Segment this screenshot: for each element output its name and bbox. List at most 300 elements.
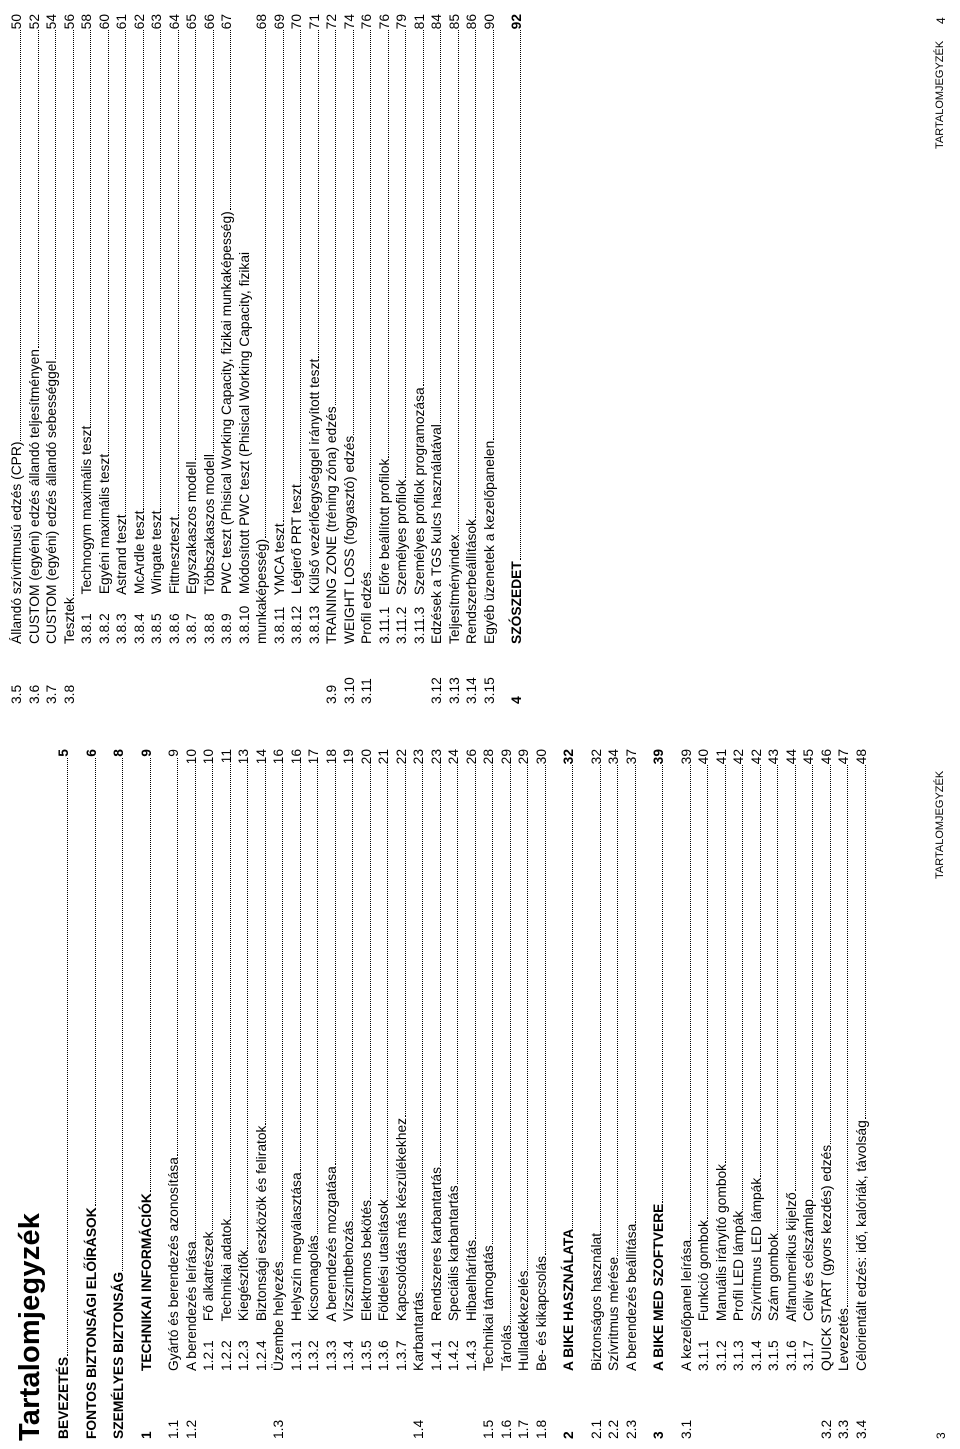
toc-entry-page: 60: [96, 14, 112, 30]
toc-entry[interactable]: [765, 749, 783, 1439]
dot-leader: [423, 30, 424, 386]
toc-entry[interactable]: [306, 14, 324, 704]
toc-entry-title: 1.3.5 Elektromos bekötés: [358, 1199, 374, 1371]
toc-entry[interactable]: [783, 749, 801, 1439]
toc-entry[interactable]: [110, 749, 128, 1439]
toc-entry[interactable]: [253, 749, 271, 1439]
dot-leader: [520, 30, 521, 560]
toc-entry[interactable]: [588, 749, 606, 1439]
toc-entry-page: 86: [464, 14, 479, 30]
toc-entry-number: 3.13: [446, 677, 462, 704]
toc-entry[interactable]: [235, 749, 253, 1439]
toc-right-column: [8, 14, 526, 704]
toc-entry-number: 1.8: [533, 1419, 549, 1439]
dot-leader: [865, 765, 866, 1119]
toc-entry[interactable]: [113, 14, 131, 704]
toc-entry-title: 3.8.8 Többszakaszos modell: [201, 454, 217, 644]
toc-entry-page: 42: [731, 749, 746, 765]
toc-entry[interactable]: [445, 749, 463, 1439]
dot-leader: [352, 765, 353, 1219]
toc-entry-title: TRAINING ZONE (tréning zóna) edzés: [324, 406, 339, 644]
toc-entry-page: 10: [183, 749, 199, 765]
toc-entry-page: 62: [131, 14, 147, 30]
toc-entry-page: 39: [678, 749, 694, 765]
toc-entry-number: 1: [138, 1431, 154, 1439]
dot-leader: [20, 30, 21, 440]
toc-entry-page: 24: [446, 749, 461, 765]
toc-entry[interactable]: [410, 749, 428, 1439]
toc-entry-page: 26: [463, 749, 479, 765]
dot-leader: [725, 765, 726, 1163]
toc-entry-number: 3.3: [836, 1419, 851, 1439]
toc-entry-number: 3.4: [853, 1419, 869, 1439]
dot-leader: [387, 765, 388, 1198]
toc-entry-title: Tárolás: [498, 1324, 514, 1371]
toc-entry-page: 19: [341, 749, 356, 765]
toc-entry-page: 67: [219, 14, 234, 30]
dot-leader: [812, 765, 813, 1198]
toc-entry-title: 3.1.2 Manuális irányító gombok: [713, 1163, 729, 1371]
toc-entry-title: 3.11.3 Személyes profilok programozása: [411, 387, 427, 644]
toc-entry-page: 74: [341, 14, 357, 30]
toc-entry[interactable]: [498, 749, 516, 1439]
toc-entry-page: 58: [79, 14, 94, 30]
toc-entry[interactable]: [428, 749, 446, 1439]
toc-entry-title: 3.1.6 Alfanumerikus kijelző: [783, 1192, 799, 1371]
toc-entry-number: 3.15: [481, 677, 497, 704]
dot-leader: [335, 765, 336, 1165]
toc-entry-title: 3.8.2 Egyéni maximális teszt: [96, 453, 112, 644]
dot-leader: [318, 30, 319, 357]
footer-right-page-number: 4: [934, 17, 948, 24]
toc-entry-title: Karbantartás: [411, 1292, 426, 1371]
toc-entry-page: 64: [166, 14, 182, 30]
toc-entry[interactable]: [305, 749, 323, 1439]
toc-entry-number: 3.11: [359, 678, 374, 704]
toc-entry-page: 76: [376, 14, 392, 30]
toc-entry-page: 30: [533, 749, 549, 765]
toc-entry-number: 1.1: [166, 1419, 181, 1439]
toc-entry[interactable]: [183, 14, 201, 704]
toc-entry-page: 32: [588, 749, 604, 765]
toc-entry-page: 39: [651, 749, 666, 765]
toc-entry[interactable]: [236, 14, 254, 704]
dot-leader: [492, 765, 493, 1244]
toc-entry-page: 20: [358, 749, 374, 765]
toc-entry[interactable]: [201, 14, 219, 704]
toc-entry-page: 72: [324, 14, 339, 30]
toc-entry-title: 1.3.7 Kapcsolódás más készülékekhez: [393, 1117, 409, 1371]
toc-entry-page: 23: [411, 749, 426, 765]
dot-leader: [742, 765, 743, 1209]
dot-leader: [95, 758, 96, 1207]
toc-entry-title: CUSTOM (egyéni) edzés állandó sebességgel: [44, 360, 59, 644]
toc-entry[interactable]: [43, 14, 61, 704]
toc-entry-page: 8: [111, 749, 126, 757]
toc-entry-page: 11: [218, 749, 234, 764]
toc-entry-title: munkaképesség): [254, 538, 269, 644]
dot-leader: [572, 765, 573, 1227]
dot-leader: [440, 765, 441, 1166]
toc-entry[interactable]: [288, 749, 306, 1439]
toc-entry-title: 3.8.4 McArdle teszt: [131, 510, 147, 644]
toc-entry-number: 3.6: [26, 684, 42, 704]
dot-leader: [600, 765, 601, 1232]
toc-entry-title: Tesztek: [61, 597, 77, 644]
toc-entry[interactable]: [393, 14, 411, 704]
toc-entry-number: 1.6: [498, 1419, 514, 1439]
dot-leader: [458, 30, 459, 533]
toc-entry-title: 3.8.11 YMCA teszt: [271, 523, 287, 644]
toc-entry[interactable]: [678, 749, 696, 1439]
dot-leader: [125, 30, 126, 513]
toc-entry-number: 3.8: [61, 684, 77, 704]
toc-entry-title: CUSTOM (egyéni) edzés állandó teljesítményen: [26, 349, 42, 644]
toc-entry[interactable]: [138, 749, 156, 1439]
dot-leader: [830, 765, 831, 1143]
toc-entry-page: 71: [306, 14, 322, 30]
toc-entry-page: 23: [428, 749, 444, 765]
dot-leader: [635, 765, 636, 1222]
toc-entry[interactable]: [323, 14, 341, 704]
toc-entry-number: 3.2: [818, 1419, 834, 1439]
toc-entry[interactable]: [131, 14, 149, 704]
toc-entry-title: 3.8.9 PWC teszt (Phisical Working Capacity, fizikai munkaképesség): [219, 211, 234, 644]
toc-entry-page: 90: [481, 14, 497, 30]
toc-entry-title: Üzembe helyezés: [271, 1261, 286, 1371]
toc-entry-number: 3.1: [678, 1419, 694, 1439]
dot-leader: [707, 765, 708, 1219]
toc-entry[interactable]: [183, 749, 201, 1439]
dot-leader: [108, 30, 109, 452]
toc-entry-page: 41: [713, 749, 729, 765]
toc-entry[interactable]: [533, 749, 551, 1439]
toc-entry-page: 14: [253, 749, 269, 765]
toc-entry-page: 9: [138, 749, 154, 757]
dot-leader: [777, 765, 778, 1232]
toc-entry-title: QUICK START (gyors kezdés) edzés: [818, 1144, 834, 1371]
toc-entry-page: 61: [114, 14, 129, 30]
toc-entry-title: Biztonságos használat: [588, 1232, 604, 1371]
toc-entry[interactable]: [340, 749, 358, 1439]
toc-entry-number: 3.12: [429, 677, 444, 704]
toc-entry-page: 65: [184, 14, 199, 30]
toc-entry-title: A BIKE MED SZOFTVERE: [651, 1203, 666, 1371]
page-title: Tartalomjegyzék: [14, 1212, 46, 1441]
toc-entry[interactable]: [818, 749, 836, 1439]
toc-entry-page: 70: [289, 14, 304, 30]
toc-entry-title: 1.4.1 Rendszeres karbantartás: [428, 1167, 444, 1371]
toc-entry[interactable]: [376, 14, 394, 704]
footer-left-page-number: 3: [934, 1432, 948, 1439]
toc-entry-number: 3.14: [464, 677, 479, 704]
toc-entry-number: 2.1: [588, 1419, 604, 1439]
toc-entry-title: Szívritmus mérése: [606, 1256, 621, 1371]
toc-entry[interactable]: [78, 14, 96, 704]
toc-entry-title: TECHNIKAI INFORMÁCIÓK: [138, 1193, 154, 1371]
dot-leader: [160, 30, 161, 509]
toc-entry[interactable]: [83, 749, 101, 1439]
toc-entry[interactable]: [271, 14, 289, 704]
toc-entry-page: 5: [56, 749, 71, 757]
toc-entry-title: 3.8.12 Légierő PRT teszt: [289, 484, 304, 644]
toc-entry-title: Profil edzés: [359, 571, 374, 644]
toc-entry-title: 1.3.4 Vízszintbehozás: [341, 1220, 356, 1371]
toc-entry[interactable]: [515, 749, 533, 1439]
toc-entry-title: Be- és kikapcsolás: [533, 1255, 549, 1371]
toc-entry-title: Gyártó és berendezés azonosítása: [166, 1157, 181, 1371]
dot-leader: [370, 765, 371, 1199]
toc-left-column: [55, 749, 870, 1439]
toc-entry-page: 10: [201, 749, 216, 765]
toc-entry-page: 44: [783, 749, 799, 765]
toc-entry-title: Teljesítményindex: [446, 534, 462, 644]
dot-leader: [38, 30, 39, 348]
toc-entry[interactable]: [560, 749, 578, 1439]
toc-entry-page: 34: [606, 749, 621, 765]
toc-entry[interactable]: [358, 749, 376, 1439]
dot-leader: [662, 765, 663, 1202]
toc-entry-title: A berendezés beállítása: [623, 1223, 639, 1371]
toc-entry-number: 1.5: [481, 1419, 496, 1439]
dot-leader: [300, 30, 301, 483]
dot-leader: [335, 30, 336, 405]
dot-leader: [195, 765, 196, 1240]
toc-entry-page: 76: [359, 14, 374, 30]
toc-entry-title: 3.11.1 Előre beállított profilok: [376, 458, 392, 644]
toc-entry-title: Célorientált edzés: idő, kalóriák, távolság: [853, 1120, 869, 1371]
toc-entry[interactable]: [480, 749, 498, 1439]
toc-entry-title: 3.8.10 Módosított PWC teszt (Phisical Working Capacity, fizikai: [236, 251, 252, 644]
toc-entry[interactable]: [341, 14, 359, 704]
dot-leader: [617, 765, 618, 1255]
dot-leader: [388, 30, 389, 457]
toc-entry-number: 1.7: [516, 1419, 531, 1439]
dot-leader: [73, 30, 74, 596]
toc-entry-title: WEIGHT LOSS (fogyasztó) edzés: [341, 435, 357, 644]
toc-entry[interactable]: [358, 14, 376, 704]
toc-entry-title: 3.1.1 Funkció gombok: [696, 1219, 711, 1371]
toc-entry-page: 52: [26, 14, 42, 30]
toc-entry-title: 1.4.2 Speciális karbantartás: [446, 1185, 461, 1371]
toc-entry-title: Egyéb üzenetek a kezelőpanelen: [481, 440, 497, 644]
dot-leader: [493, 30, 494, 439]
dot-leader: [90, 30, 91, 424]
toc-entry[interactable]: [165, 749, 183, 1439]
toc-entry-title: Technikai támogatás: [481, 1245, 496, 1371]
dot-leader: [55, 30, 56, 359]
toc-entry-page: 56: [61, 14, 77, 30]
toc-entry[interactable]: [605, 749, 623, 1439]
toc-entry-page: 40: [696, 749, 711, 765]
toc-entry-title: 3.1.3 Profil LED lámpák: [731, 1210, 746, 1371]
toc-entry-title: 3.8.7 Egyszakaszos modell: [184, 461, 199, 644]
dot-leader: [795, 765, 796, 1191]
toc-entry-title: 3.8.13 Külső vezérlőegységgel irányított teszt: [306, 358, 322, 644]
toc-entry[interactable]: [835, 749, 853, 1439]
dot-leader: [527, 765, 528, 1269]
dot-leader: [265, 765, 266, 1124]
toc-entry-number: 2.2: [606, 1419, 621, 1439]
footer-right-label: TARTALOMJEGYZÉK: [934, 40, 946, 149]
toc-entry-title: 1.3.2 Kicsomagolás: [306, 1235, 321, 1371]
toc-entry[interactable]: [623, 749, 641, 1439]
dot-leader: [282, 765, 283, 1260]
dot-leader: [213, 30, 214, 453]
toc-entry-page: 50: [9, 14, 24, 30]
toc-entry-page: 43: [766, 749, 781, 765]
toc-entry-page: 68: [254, 14, 269, 30]
dot-leader: [300, 765, 301, 1171]
dot-leader: [265, 30, 266, 538]
dot-leader: [475, 30, 476, 518]
toc-entry[interactable]: [446, 14, 464, 704]
toc-entry[interactable]: [166, 14, 184, 704]
toc-entry-page: 54: [44, 14, 59, 30]
toc-entry-title: A BIKE HASZNÁLATA: [561, 1228, 576, 1371]
dot-leader: [122, 758, 123, 1271]
dot-leader: [247, 765, 248, 1248]
toc-entry[interactable]: [713, 749, 731, 1439]
toc-entry-page: 92: [509, 14, 524, 30]
dot-leader: [195, 30, 196, 460]
toc-entry-title: 1.2.2 Technikai adatok: [218, 1218, 234, 1371]
toc-entry[interactable]: [481, 14, 499, 704]
toc-entry[interactable]: [218, 749, 236, 1439]
toc-entry-title: 1.2.4 Biztonsági eszközök és feliratok: [253, 1125, 269, 1371]
toc-entry-page: 6: [83, 749, 99, 757]
toc-entry-title: A berendezés leírása: [183, 1241, 199, 1371]
toc-entry[interactable]: [200, 749, 218, 1439]
toc-entry-number: 1.2: [183, 1419, 199, 1439]
toc-entry-title: 3.11.2 Személyes profilok: [394, 479, 409, 644]
toc-entry-title: 1.3.6 Földelési utasítások: [376, 1199, 391, 1371]
toc-entry[interactable]: [218, 14, 236, 704]
dot-leader: [422, 765, 423, 1291]
toc-entry-title: 3.8.6 Fittneszteszt: [166, 516, 182, 644]
toc-entry-title: A kezelőpanel leírása: [678, 1239, 694, 1371]
toc-entry-title: SZEMÉLYES BIZTONSÁG: [111, 1271, 126, 1439]
toc-entry-title: Rendszerbeállítások: [464, 518, 479, 644]
toc-entry[interactable]: [695, 749, 713, 1439]
toc-entry[interactable]: [26, 14, 44, 704]
toc-entry-page: 46: [818, 749, 834, 765]
toc-entry-page: 42: [748, 749, 764, 765]
toc-entry-number: 4: [509, 696, 524, 704]
dot-leader: [847, 765, 848, 1307]
toc-entry-title: SZÓSZEDET: [509, 561, 524, 644]
toc-entry-page: 9: [166, 749, 181, 757]
toc-entry-page: 16: [288, 749, 304, 765]
toc-entry-title: 3.8.1 Technogym maximális teszt: [79, 425, 94, 644]
dot-leader: [150, 758, 151, 1192]
toc-entry-title: 3.1.5 Szám gombok: [766, 1232, 781, 1371]
dot-leader: [177, 758, 178, 1156]
toc-entry[interactable]: [650, 749, 668, 1439]
toc-entry-page: 47: [836, 749, 851, 765]
toc-entry-number: 3.5: [9, 684, 24, 704]
toc-entry-title: 3.8.5 Wingate teszt: [149, 510, 164, 644]
toc-entry[interactable]: [375, 749, 393, 1439]
toc-entry[interactable]: [55, 749, 73, 1439]
toc-entry-number: 1.4: [411, 1419, 426, 1439]
dot-leader: [67, 758, 68, 1356]
toc-entry-page: 84: [429, 14, 444, 30]
toc-entry-page: 48: [853, 749, 869, 765]
dot-leader: [143, 30, 144, 509]
toc-entry-title: BEVEZETÉS: [56, 1356, 71, 1439]
toc-entry[interactable]: [270, 749, 288, 1439]
dot-leader: [510, 765, 511, 1324]
toc-entry[interactable]: [411, 14, 429, 704]
toc-entry-title: Levezetés: [836, 1308, 851, 1371]
toc-entry-number: 1.3: [271, 1419, 286, 1439]
toc-entry[interactable]: [800, 749, 818, 1439]
dot-leader: [690, 765, 691, 1238]
toc-entry[interactable]: [148, 14, 166, 704]
toc-entry[interactable]: [323, 749, 341, 1439]
toc-entry[interactable]: [463, 14, 481, 704]
toc-entry[interactable]: [61, 14, 79, 704]
toc-entry-page: 18: [323, 749, 339, 765]
dot-leader: [760, 765, 761, 1176]
toc-entry-title: 1.2.3 Kiegészítők: [236, 1249, 251, 1371]
toc-entry[interactable]: [288, 14, 306, 704]
toc-entry-title: Hulladékkezelés: [516, 1270, 531, 1371]
dot-leader: [178, 30, 179, 515]
toc-entry-page: 69: [271, 14, 287, 30]
toc-entry-page: 63: [149, 14, 164, 30]
toc-entry-number: 3.9: [324, 684, 339, 704]
toc-entry[interactable]: [393, 749, 411, 1439]
toc-entry-title: 1.2.1 Fő alkatrészek: [201, 1231, 216, 1371]
toc-entry-number: 2: [561, 1431, 576, 1439]
toc-entry-page: 16: [271, 749, 286, 765]
toc-entry-page: 29: [498, 749, 514, 765]
dot-leader: [405, 765, 406, 1117]
toc-entry-title: Edzések a TGS kulcs használatával: [429, 424, 444, 644]
toc-entry-page: 79: [394, 14, 409, 30]
toc-entry-title: 1.4.3 Hibaelhárítás: [463, 1239, 479, 1371]
toc-entry-title: 3.1.4 Szívritmus LED lámpák: [748, 1177, 764, 1371]
dot-leader: [353, 30, 354, 434]
dot-leader: [230, 764, 231, 1217]
toc-entry-page: 37: [623, 749, 639, 765]
toc-entry-title: FONTOS BIZTONSÁGI ELŐÍRÁSOK: [83, 1207, 99, 1439]
toc-entry-page: 29: [516, 749, 531, 765]
toc-entry-title: 3.1.7 Céliv és célszámlap: [801, 1199, 816, 1371]
toc-entry-title: 1.3.3 A berendezés mozgatása: [323, 1166, 339, 1371]
toc-entry[interactable]: [730, 749, 748, 1439]
toc-entry[interactable]: [463, 749, 481, 1439]
dot-leader: [212, 765, 213, 1230]
toc-entry[interactable]: [8, 14, 26, 704]
toc-entry[interactable]: [428, 14, 446, 704]
dot-leader: [475, 765, 476, 1238]
toc-entry-page: 45: [801, 749, 816, 765]
toc-entry-page: 85: [446, 14, 462, 30]
dot-leader: [457, 765, 458, 1184]
toc-entry[interactable]: [96, 14, 114, 704]
dot-leader: [283, 30, 284, 522]
toc-entry[interactable]: [253, 14, 271, 704]
toc-entry[interactable]: [508, 14, 526, 704]
toc-entry[interactable]: [853, 749, 871, 1439]
toc-entry-page: 28: [481, 749, 496, 765]
toc-entry[interactable]: [748, 749, 766, 1439]
toc-entry-page: 66: [201, 14, 217, 30]
toc-entry-page: 21: [376, 749, 391, 765]
